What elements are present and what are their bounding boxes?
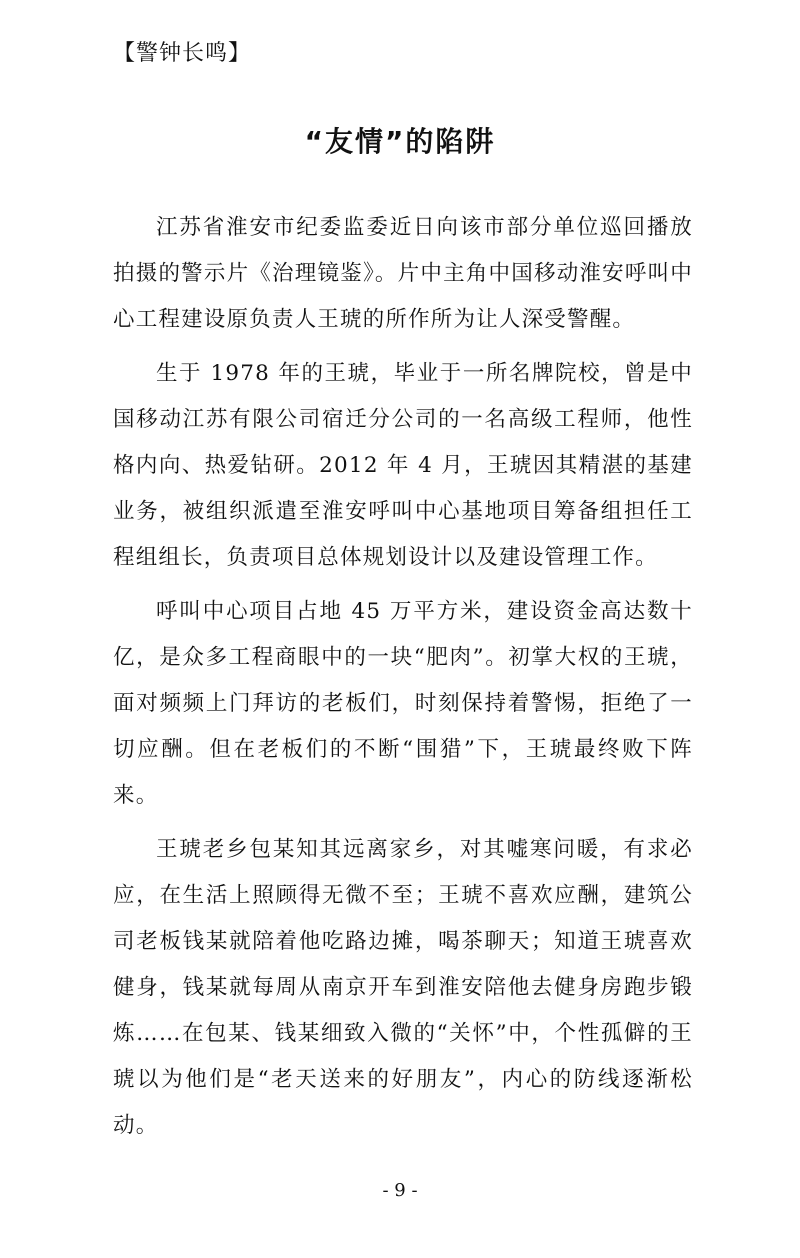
paragraph-4: 王琥老乡包某知其远离家乡，对其嘘寒问暖，有求必应，在生活上照顾得无微不至；王琥不喜欢应酬，建筑公司老板钱某就陪着他吃路边摊，喝茶聊天；知道王琥喜欢健身，钱某就每周从南京开车到淮安陪他去健身房跑步锻炼……在包某、钱某细致入微的“关怀”中，个性孤僻的王琥以为他们是“老天送来的好朋友”，内心的防线逐渐松动。 bbox=[113, 837, 693, 1138]
article-body bbox=[113, 205, 693, 1157]
page-number: - 9 - bbox=[382, 1180, 418, 1201]
paragraph-1: 江苏省淮安市纪委监委近日向该市部分单位巡回播放拍摄的警示片《治理镜鉴》。片中主角中国移动淮安呼叫中心工程建设原负责人王琥的所作所为让人深受警醒。 bbox=[113, 215, 693, 332]
section-tag: 【警钟长鸣】 bbox=[113, 41, 252, 66]
paragraph-3: 呼叫中心项目占地 45 万平方米，建设资金高达数十亿，是众多工程商眼中的一块“肥肉”。初掌大权的王琥，面对频频上门拜访的老板们，时刻保持着警惕，拒绝了一切应酬。但在老板们的不断“围猎”下，王琥最终败下阵来。 bbox=[113, 599, 693, 808]
article-title: “友情”的陷阱 bbox=[304, 125, 496, 158]
paragraph-2: 生于 1978 年的王琥，毕业于一所名牌院校，曾是中国移动江苏有限公司宿迁分公司的一名高级工程师，他性格内向、热爱钻研。2012 年 4 月，王琥因其精湛的基建业务，被组织派遣至淮安呼叫中心基地项目筹备组担任工程组组长，负责项目总体规划设计以及建设管理工作。 bbox=[113, 361, 693, 570]
